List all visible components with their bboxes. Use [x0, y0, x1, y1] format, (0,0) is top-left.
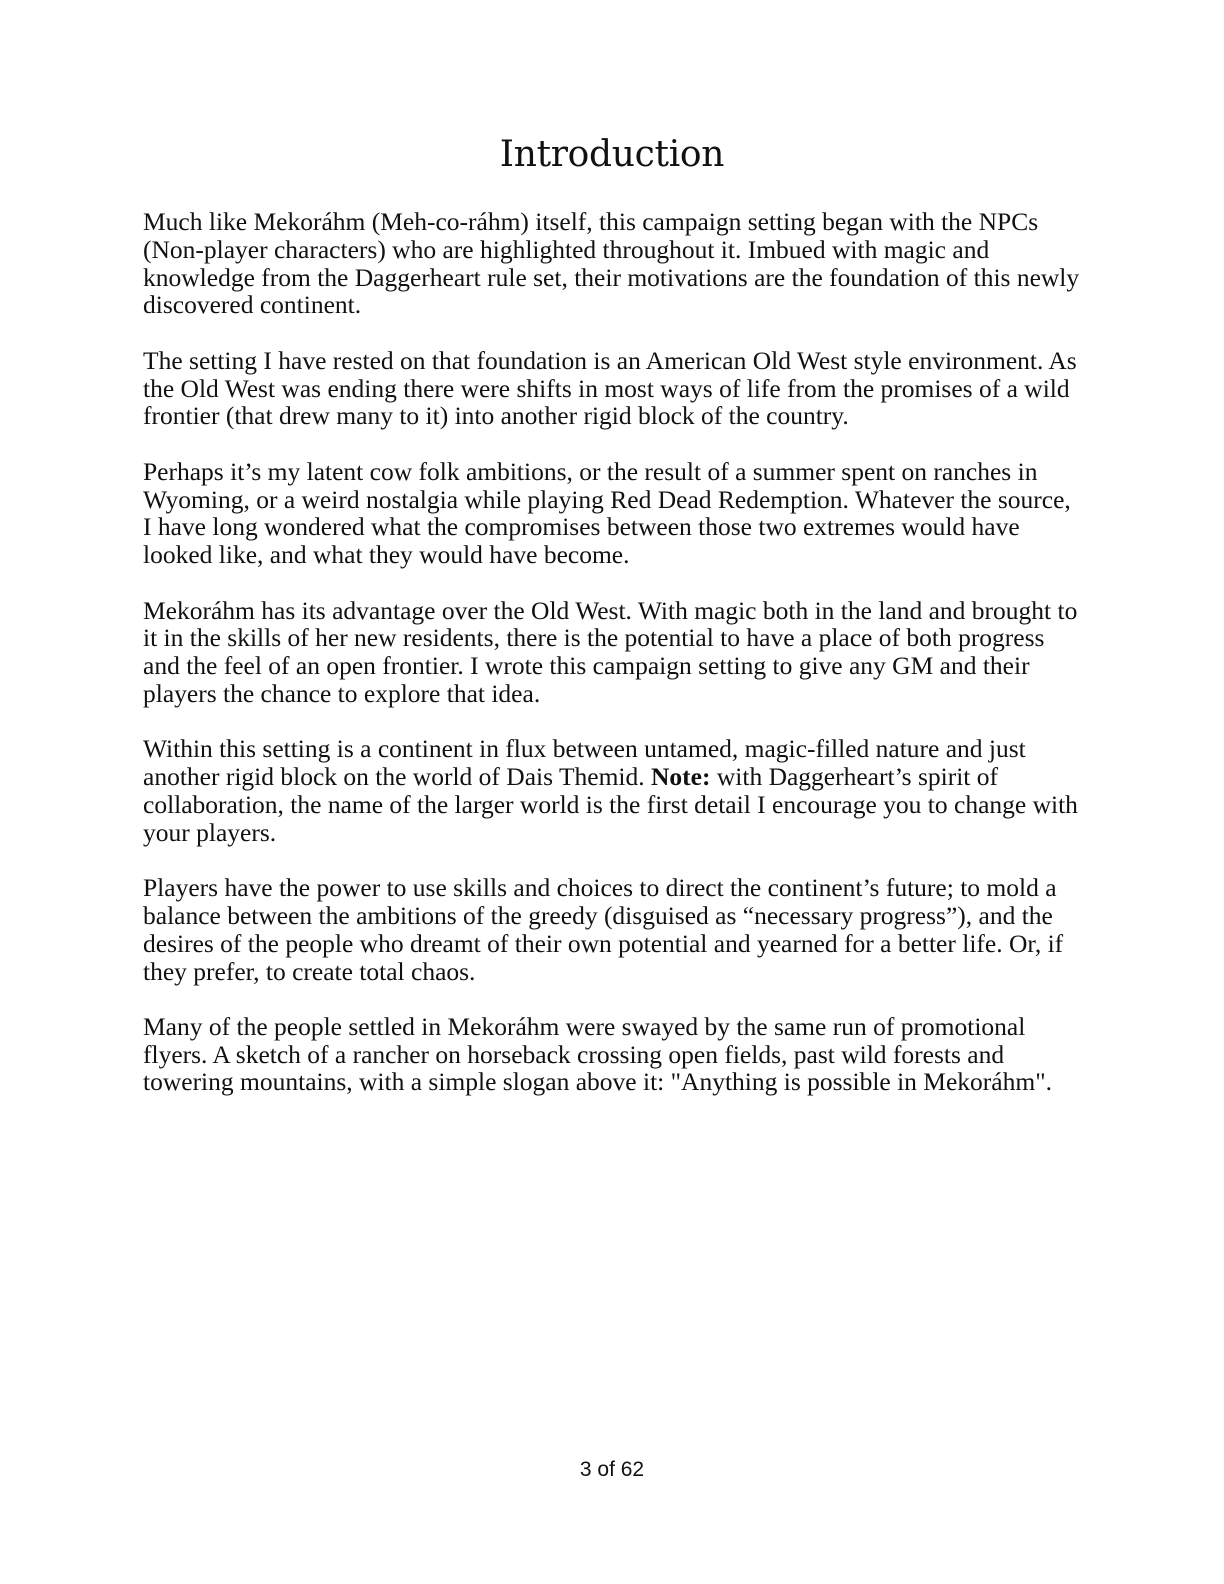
page-title: Introduction	[499, 134, 725, 175]
paragraph-npcs: Much like Mekoráhm (Meh-co-ráhm) itself, this campaign setting began with the NPCs (Non-player characters) who are highlighted throughout it. Imbued with magic and knowledge from the Daggerheart rule set, their motivations are the foundation of this newly discovered continent.	[143, 207, 1080, 320]
page-number: 3 of 62	[579, 1458, 645, 1481]
paragraph-ambitions: Perhaps it’s my latent cow folk ambitions, or the result of a summer spent on ranches in Wyoming, or a weird nostalgia while playing Red Dead Redemption. Whatever the source, I have long wondered what the compromises between those two extremes would have looked like, and what they would have become.	[143, 456, 1071, 570]
body-text	[143, 208, 1083, 1124]
paragraph-players: Players have the power to use skills and choices to direct the continent’s future; to mold a balance between the ambitions of the greedy (disguised as “necessary progress”), and the desires of the people who dreamt of their own potential and yearned for a better life. Or, if they prefer, to create total chaos.	[143, 873, 1064, 986]
paragraph-flyers: Many of the people settled in Mekoráhm were swayed by the same run of promotional flyers. A sketch of a rancher on horseback crossing open fields, past wild forests and towering mountains, with a simple slogan above it: "Anything is possible in Mekoráhm".	[143, 1011, 1052, 1097]
paragraph-note	[143, 735, 1083, 846]
note-label: Note:	[651, 762, 711, 792]
paragraph-setting: The setting I have rested on that foundation is an American Old West style environment. As the Old West was ending there were shifts in most ways of life from the promises of a wild frontier (that drew many to it) into another rigid block of the country.	[143, 345, 1077, 431]
paragraph-advantage: Mekoráhm has its advantage over the Old West. With magic both in the land and brought to it in the skills of her new residents, there is the potential to have a place of both progress and the feel of an open frontier. I wrote this campaign setting to give any GM and their players the chance to explore that idea.	[143, 595, 1078, 708]
note-text-before: Within this setting is a continent in flux between untamed, magic-filled nature and just another rigid block on the world of Dais Themid.	[143, 734, 1026, 792]
note-text-after: with Daggerheart’s spirit of collaboration, the name of the larger world is the first detail I encourage you to change with your players.	[143, 762, 1078, 847]
